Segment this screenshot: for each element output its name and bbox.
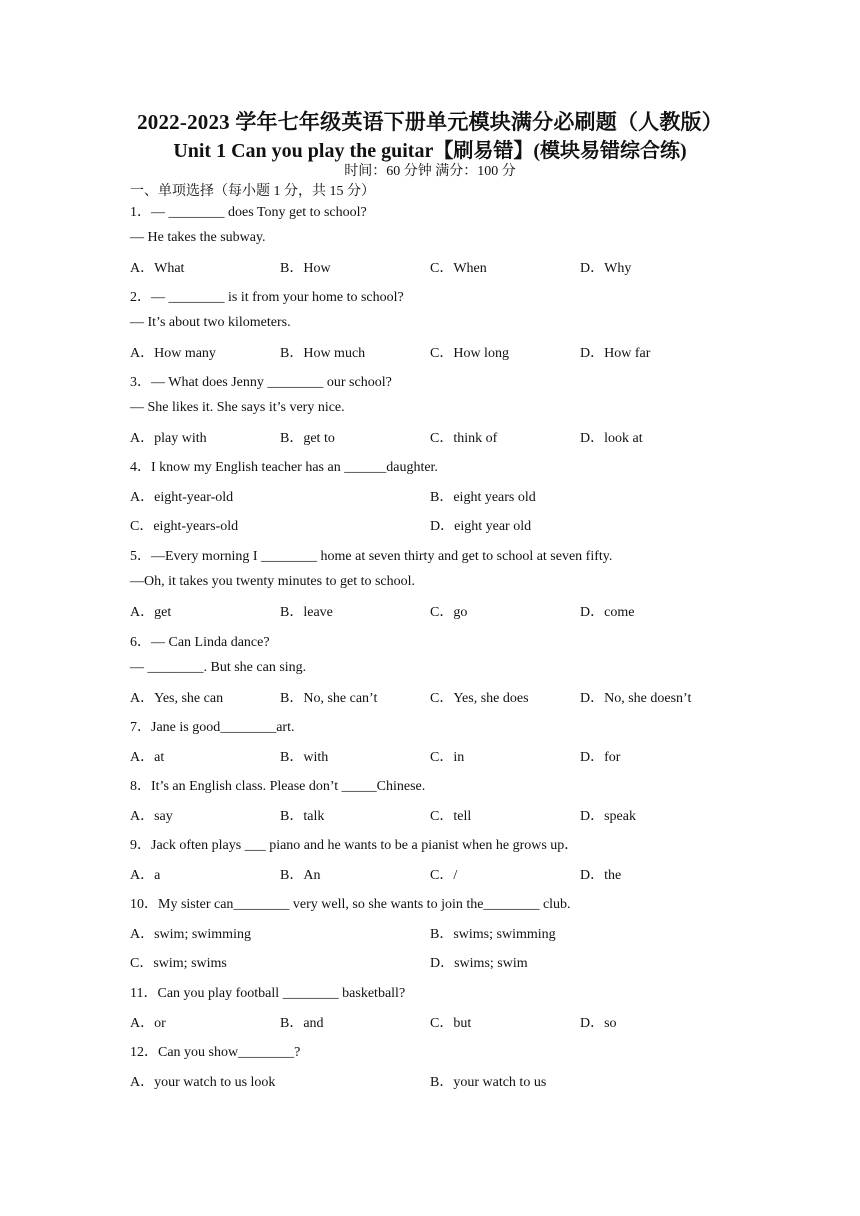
q5-option-b: B．leave [280, 605, 333, 620]
q9-option-a: A．a [130, 868, 161, 883]
q8-option-a: A．say [130, 809, 173, 824]
q3-option-a: A．play with [130, 431, 207, 446]
document-subtitle: Unit 1 Can you play the guitar【刷易错】(模块易错综合练) [173, 140, 687, 162]
question-11-stem: 11．Can you play football ________ basketball? [130, 986, 406, 1001]
section-heading: 一、单项选择（每小题 1 分，共 15 分） [130, 184, 375, 199]
q7-option-b: B．with [280, 750, 329, 765]
q2-option-d: D．How far [580, 346, 651, 361]
q11-option-a: A．or [130, 1016, 166, 1031]
q1-option-b: B．How [280, 261, 331, 276]
q3-option-d: D．look at [580, 431, 643, 446]
q5-option-a: A．get [130, 605, 172, 620]
q2-option-c: C．How long [430, 346, 509, 361]
question-4-stem: 4．I know my English teacher has an ______daughter. [130, 460, 438, 475]
q1-option-c: C．When [430, 261, 487, 276]
question-9-stem: 9．Jack often plays ___ piano and he wants to be a pianist when he grows up． [130, 838, 579, 853]
q5-option-c: C．go [430, 605, 468, 620]
q10-option-b: B．swims; swimming [430, 927, 556, 942]
q7-option-c: C．in [430, 750, 465, 765]
q12-option-a: A．your watch to us look [130, 1075, 276, 1090]
q6-option-c: C．Yes, she does [430, 691, 529, 706]
q8-option-d: D．speak [580, 809, 636, 824]
q9-option-b: B．An [280, 868, 321, 883]
q12-option-b: B．your watch to us [430, 1075, 547, 1090]
question-12-stem: 12．Can you show________? [130, 1045, 301, 1060]
q6-option-b: B．No, she can’t [280, 691, 378, 706]
q11-option-c: C．but [430, 1016, 472, 1031]
q10-option-c: C．swim; swims [130, 956, 227, 971]
q6-option-a: A．Yes, she can [130, 691, 224, 706]
question-2-reply: — It’s about two kilometers. [130, 315, 291, 330]
question-6-reply: — ________. But she can sing. [130, 660, 307, 675]
q9-option-c: C．/ [430, 868, 458, 883]
question-5-stem: 5．—Every morning I ________ home at seven thirty and get to school at seven fifty. [130, 549, 613, 564]
q4-option-c: C．eight-years-old [130, 519, 239, 534]
exam-time-score: 时间：60 分钟 满分：100 分 [344, 164, 516, 179]
q11-option-b: B．and [280, 1016, 324, 1031]
question-5-reply: —Oh, it takes you twenty minutes to get to school. [130, 574, 416, 589]
q3-option-b: B．get to [280, 431, 335, 446]
question-3-stem: 3．— What does Jenny ________ our school? [130, 375, 392, 390]
question-1-stem: 1．— ________ does Tony get to school? [130, 205, 367, 220]
q10-option-a: A．swim; swimming [130, 927, 251, 942]
question-8-stem: 8．It’s an English class. Please don’t _____Chinese. [130, 779, 426, 794]
q2-option-b: B．How much [280, 346, 366, 361]
q6-option-d: D．No, she doesn’t [580, 691, 692, 706]
question-3-reply: — She likes it. She says it’s very nice. [130, 400, 345, 415]
question-1-reply: — He takes the subway. [130, 230, 266, 245]
question-2-stem: 2．— ________ is it from your home to school? [130, 290, 404, 305]
q4-option-d: D．eight year old [430, 519, 532, 534]
q5-option-d: D．come [580, 605, 635, 620]
q8-option-b: B．talk [280, 809, 325, 824]
question-10-stem: 10．My sister can________ very well, so she wants to join the________ club. [130, 897, 571, 912]
q4-option-b: B．eight years old [430, 490, 536, 505]
q4-option-a: A．eight-year-old [130, 490, 234, 505]
question-6-stem: 6．— Can Linda dance? [130, 635, 270, 650]
q2-option-a: A．How many [130, 346, 216, 361]
question-7-stem: 7．Jane is good________art. [130, 720, 295, 735]
q8-option-c: C．tell [430, 809, 472, 824]
q9-option-d: D．the [580, 868, 622, 883]
q10-option-d: D．swims; swim [430, 956, 528, 971]
document-title: 2022-2023 学年七年级英语下册单元模块满分必刷题（人教版） [137, 110, 723, 134]
q11-option-d: D．so [580, 1016, 617, 1031]
q7-option-d: D．for [580, 750, 621, 765]
q1-option-a: A．What [130, 261, 185, 276]
q7-option-a: A．at [130, 750, 165, 765]
q3-option-c: C．think of [430, 431, 498, 446]
q1-option-d: D．Why [580, 261, 632, 276]
